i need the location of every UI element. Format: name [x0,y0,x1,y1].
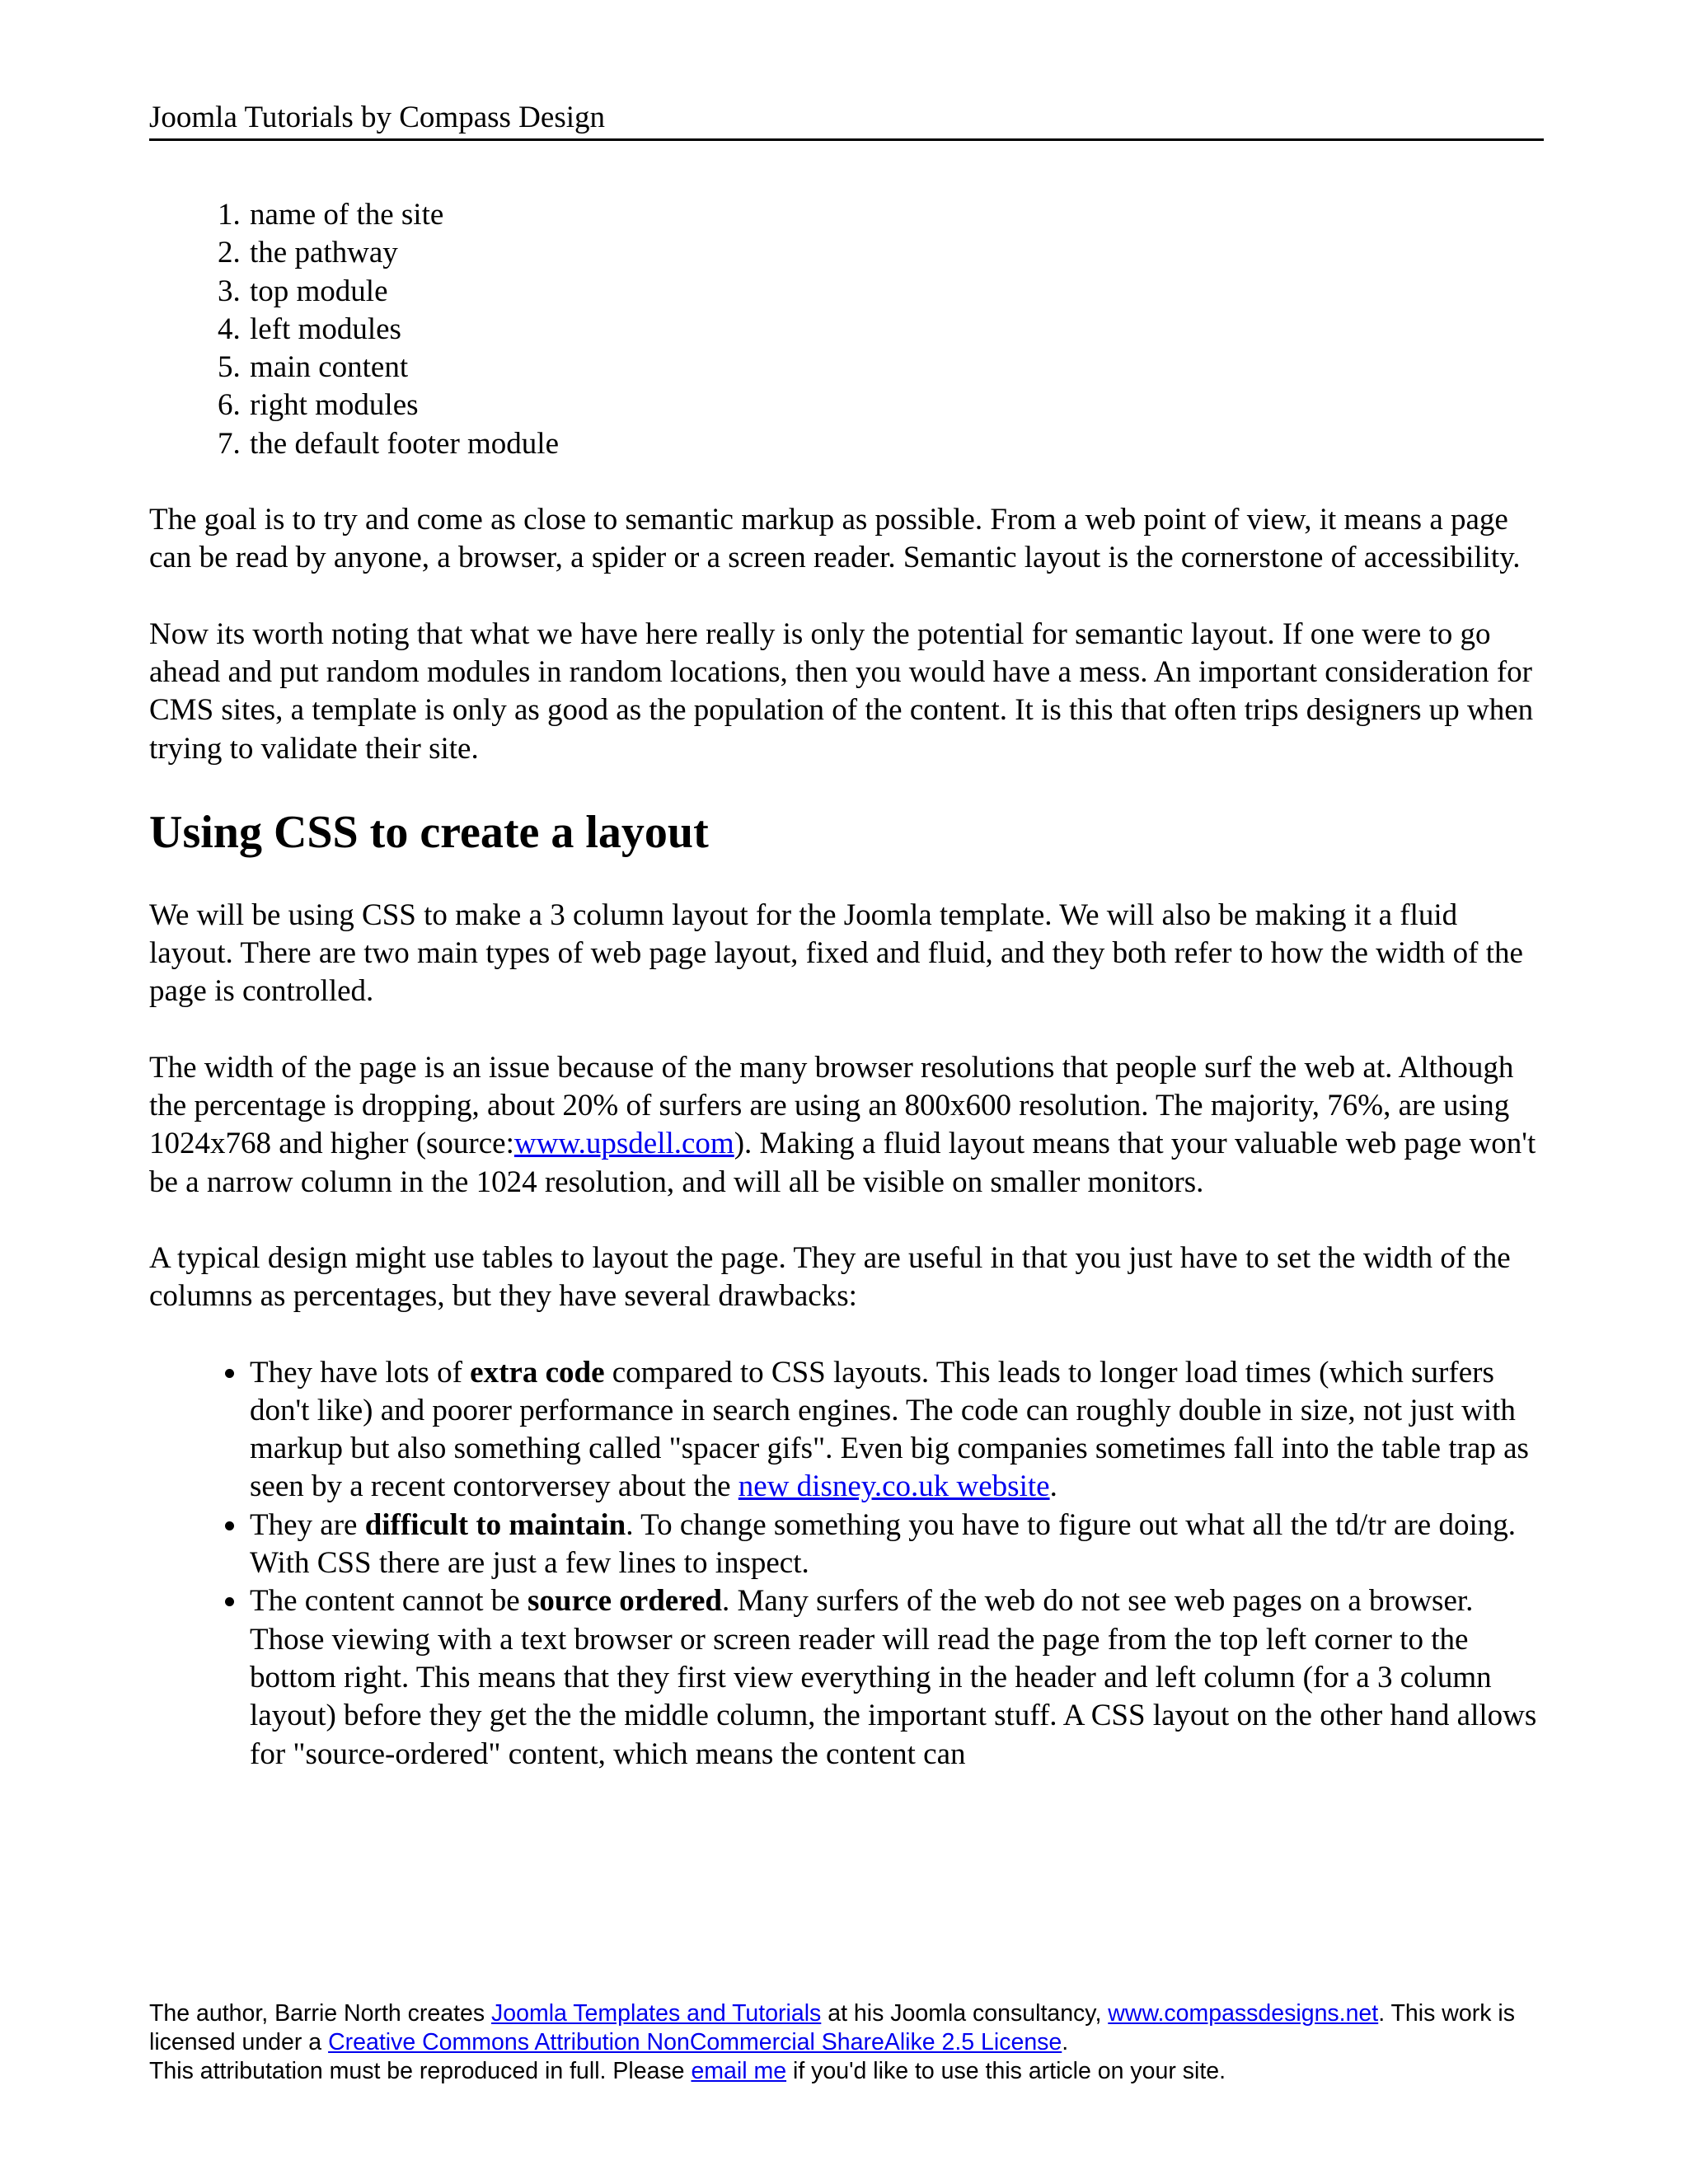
bullet-text: compared to CSS layouts. This leads to longer load times (which surfers don't like) and poorer performance in search engines. The code can roughly double in size, not just with markup but also something called "spacer gifs". Even big companies sometimes fall into the table trap as seen by a recent contorversey about the [250,1355,1529,1504]
footer-text: The author, Barrie North creates [149,2000,492,2027]
bullet-bold-text: difficult to maintain [364,1507,626,1542]
footer-text: if you'd like to use this article on your site. [786,2058,1226,2084]
footer-text: at his Joomla consultancy, [821,2000,1109,2027]
bullet-text: . Many surfers of the web do not see web pages on a browser. Those viewing with a text browser or screen reader will read the page from the top left corner to the bottom right. This means that they first view everything in the header and left column (for a 3 column layout) before they get the the middle column, the important stuff. A CSS layout on the other hand allows for "source-ordered" content, which means the content can [250,1584,1537,1771]
bullet-item-maintain [248,1507,1544,1583]
paragraph-css-layout: We will be using CSS to make a 3 column layout for the Joomla template. We will also be making it a fluid layout. There are two main types of web page layout, fixed and fluid, and they both refer to how the width of the page is controlled. [149,898,1523,1009]
running-header [149,97,1544,141]
footer-line [149,2057,1544,2086]
bullet-bold-text: source ordered [527,1584,722,1619]
list-item: 3. top module [248,273,1544,311]
bullet-item-extra-code [248,1354,1544,1507]
bullet-text: They are [250,1507,365,1542]
bullet-item-source-ordered [248,1582,1544,1773]
footer-text: . This work is licensed under a [149,2000,1515,2055]
email-me-link[interactable]: email me [691,2058,787,2084]
footer-line [149,1999,1544,2057]
paragraph-page-width [149,1049,1544,1202]
page-content [149,196,1544,1774]
list-item: 5. main content [248,349,1544,387]
compassdesigns-link[interactable]: www.compassdesigns.net [1108,2000,1379,2027]
list-item: 2. the pathway [248,234,1544,272]
bullet-text: The content cannot be [250,1584,528,1619]
paragraph-text: ). Making a fluid layout means that your valuable web page won't be a narrow column in the 1024 resolution, and will all be visible on smaller monitors. [149,1127,1536,1199]
list-item: 4. left modules [248,311,1544,349]
creative-commons-link[interactable]: Creative Commons Attribution NonCommercial ShareAlike 2.5 License [328,2029,1062,2055]
disney-website-link[interactable]: new disney.co.uk website [738,1469,1050,1504]
bullet-text: . [1049,1469,1057,1504]
paragraph-semantic-potential: Now its worth noting that what we have here really is only the potential for semantic layout. If one were to go ahead and put random modules in random locations, then you would have a mess. An important consideration for CMS sites, a template is only as good as the population of the content. It is this that often trips designers up when trying to validate their site. [149,616,1534,766]
joomla-templates-link[interactable]: Joomla Templates and Tutorials [491,2000,822,2027]
bullet-text: They have lots of [250,1355,471,1390]
bullet-bold-text: extra code [470,1355,605,1390]
list-item: 1. name of the site [248,196,1544,234]
page-footer [149,1999,1544,2086]
header-title: Joomla Tutorials by Compass Design [149,101,605,134]
numbered-list [149,196,1544,463]
list-item: 6. right modules [248,387,1544,424]
paragraph-semantic-goal: The goal is to try and come as close to semantic markup as possible. From a web point of view, it means a page can be read by anyone, a browser, a spider or a screen reader. Semantic layout is the cornerstone of accessibility. [149,503,1521,575]
section-heading: Using CSS to create a layout [149,806,709,858]
upsdell-link[interactable]: www.upsdell.com [513,1127,734,1161]
footer-text: This attributation must be reproduced in full. Please [149,2058,692,2084]
bullet-list [149,1354,1544,1774]
bullet-text: . To change something you have to figure out what all the td/tr are doing. With CSS there are just a few lines to inspect. [250,1507,1517,1581]
paragraph-text: The width of the page is an issue because of the many browser resolutions that people surf the web at. Although the percentage is dropping, about 20% of surfers are using an 800x600 resolution. The majority, 76%, are using 1024x768 and higher (source: [149,1050,1514,1161]
paragraph-tables: A typical design might use tables to layout the page. They are useful in that you just have to set the width of the columns as percentages, but they have several drawbacks: [149,1240,1511,1314]
footer-text: . [1062,2029,1069,2055]
list-item: 7. the default footer module [248,425,1544,463]
